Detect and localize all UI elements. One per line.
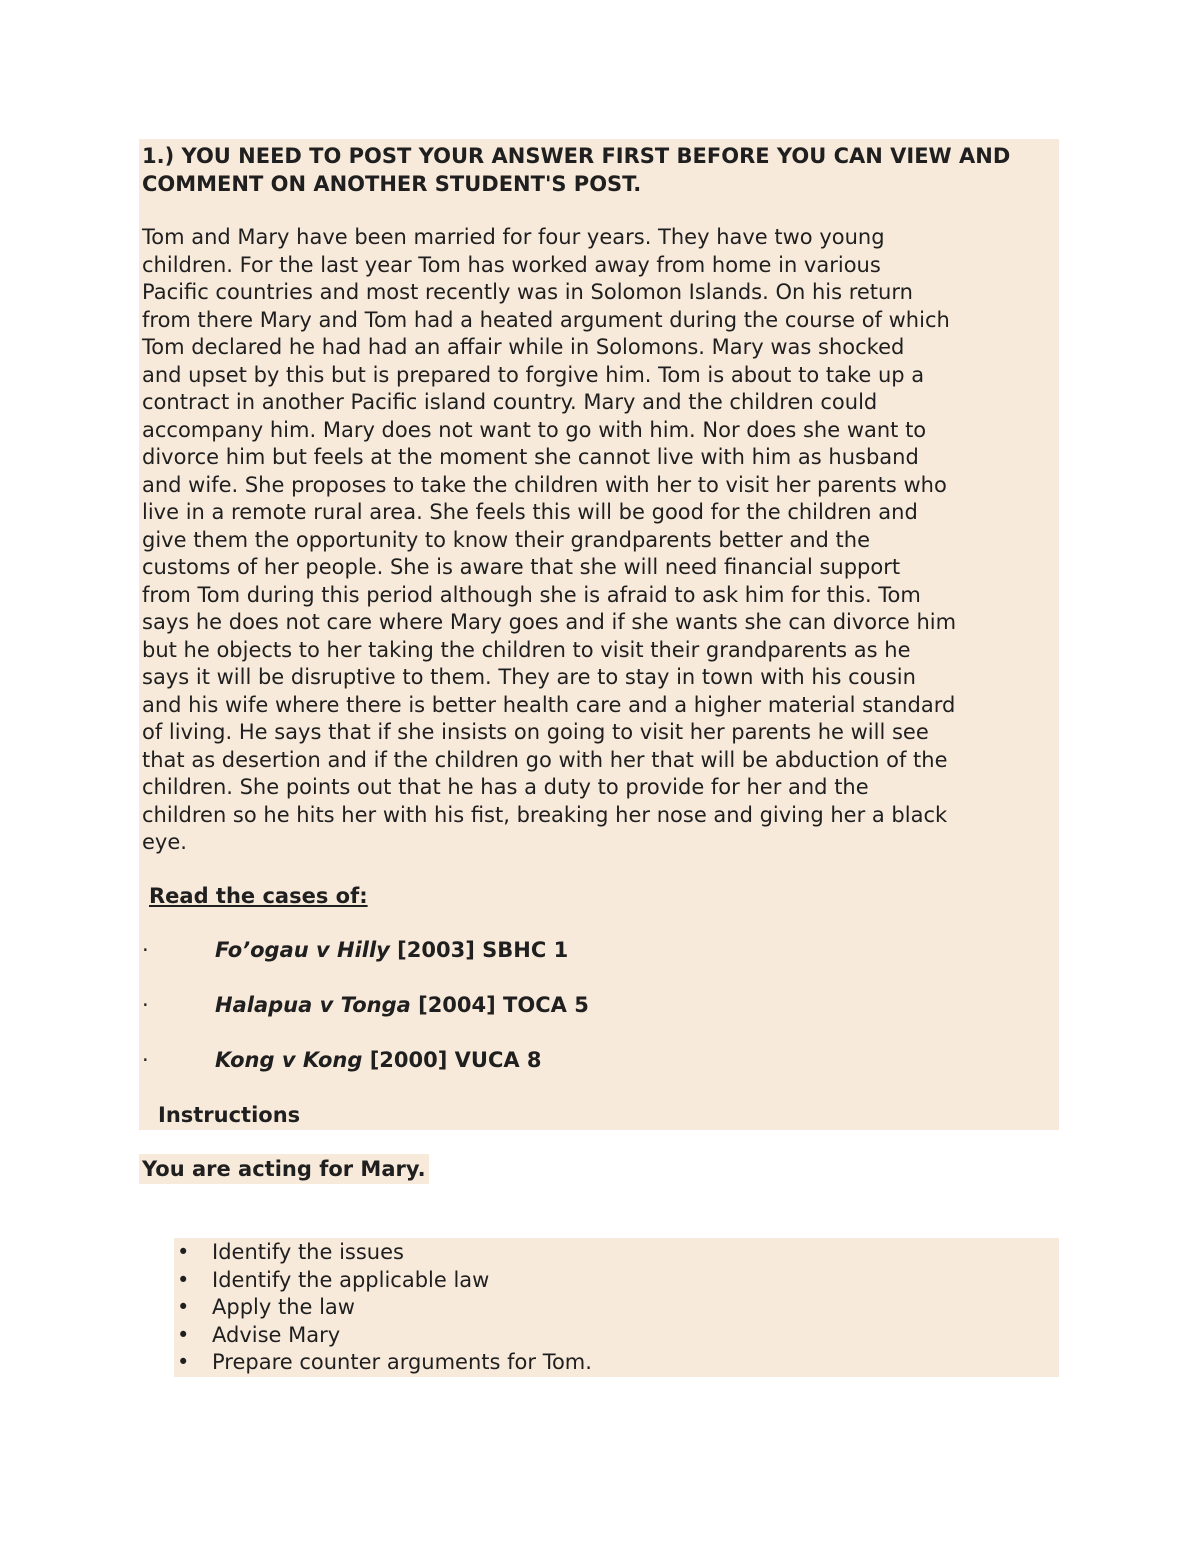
scenario-line: accompany him. Mary does not want to go with him. Nor does she want to — [142, 417, 927, 442]
scenario-line: says it will be disruptive to them. They are to stay in town with his cousin — [142, 665, 916, 689]
bullet-icon: • — [177, 1350, 190, 1374]
scenario-line: from Tom during this period although she is afraid to ask him for this. Tom — [142, 582, 921, 607]
bullet-icon: · — [142, 938, 149, 962]
task-item — [174, 1267, 592, 1295]
scenario-line: children. For the last year Tom has worked away from home in various — [142, 252, 881, 277]
scenario-line: Tom declared he had had an affair while in Solomons. Mary was shocked — [142, 335, 905, 359]
scenario-line: and his wife where there is better health care and a higher material standard — [142, 692, 956, 717]
instructions-heading: Instructions — [158, 1103, 301, 1127]
bullet-icon: • — [177, 1267, 190, 1292]
scenario-line: children so he hits her with his fist, breaking her nose and giving her a black — [142, 802, 948, 827]
scenario-line: from there Mary and Tom had a heated argument during the course of which — [142, 307, 950, 332]
task-text: Identify the issues — [212, 1240, 404, 1264]
task-text: Identify the applicable law — [212, 1267, 490, 1292]
case-name: Kong v Kong — [215, 1048, 363, 1072]
scenario-line: of living. He says that if she insists on going to visit her parents he will see — [142, 720, 929, 744]
scenario-line: and wife. She proposes to take the children with her to visit her parents who — [142, 472, 947, 497]
scenario-line: and upset by this but is prepared to forgive him. Tom is about to take up a — [142, 362, 925, 387]
task-list — [174, 1239, 592, 1377]
task-item — [174, 1294, 592, 1322]
bullet-icon: • — [177, 1322, 190, 1347]
scenario-line: that as desertion and if the children go with her that will be abduction of the — [142, 747, 948, 772]
bullet-icon: • — [177, 1240, 190, 1264]
task-text: Advise Mary — [212, 1322, 341, 1347]
task-item — [174, 1322, 592, 1350]
bullet-icon: • — [177, 1295, 190, 1319]
task-text: Apply the law — [212, 1295, 355, 1319]
scenario-line: live in a remote rural area. She feels this will be good for the children and — [142, 500, 918, 524]
acting-for-label: You are acting for Mary. — [139, 1154, 429, 1184]
read-cases-heading: Read the cases of: — [149, 884, 368, 908]
case-item — [142, 991, 589, 1019]
case-name: Fo’ogau v Hilly — [215, 938, 390, 962]
scenario-line: children. She points out that he has a duty to provide for her and the — [142, 775, 869, 799]
case-citation: [2000] VUCA 8 — [362, 1048, 542, 1072]
scenario-line: give them the opportunity to know their grandparents better and the — [142, 527, 870, 552]
scenario-line: says he does not care where Mary goes and if she wants she can divorce him — [142, 610, 957, 634]
case-citation: [2003] SBHC 1 — [389, 938, 569, 962]
task-item — [174, 1349, 592, 1377]
scenario-line: divorce him but feels at the moment she cannot live with him as husband — [142, 445, 919, 469]
scenario-line: Tom and Mary have been married for four years. They have two young — [142, 225, 885, 249]
case-name: Halapua v Tonga — [215, 993, 411, 1017]
bullet-icon: · — [142, 1048, 149, 1072]
scenario-line: eye. — [142, 830, 187, 854]
bullet-icon: · — [142, 993, 149, 1017]
scenario-line: contract in another Pacific island country. Mary and the children could — [142, 390, 878, 414]
task-text: Prepare counter arguments for Tom. — [212, 1350, 592, 1374]
case-item — [142, 936, 568, 964]
task-item — [174, 1239, 592, 1267]
case-scenario — [142, 224, 1056, 857]
scenario-line: customs of her people. She is aware that she will need financial support — [142, 555, 901, 579]
case-item — [142, 1046, 542, 1074]
scenario-line: Pacific countries and most recently was in Solomon Islands. On his return — [142, 280, 913, 304]
scenario-line: but he objects to her taking the children to visit their grandparents as he — [142, 637, 911, 662]
assignment-heading: 1.) YOU NEED TO POST YOUR ANSWER FIRST BEFORE YOU CAN VIEW AND COMMENT ON ANOTHER STUDENT'S POST. — [142, 144, 1011, 196]
case-citation: [2004] TOCA 5 — [410, 993, 589, 1017]
